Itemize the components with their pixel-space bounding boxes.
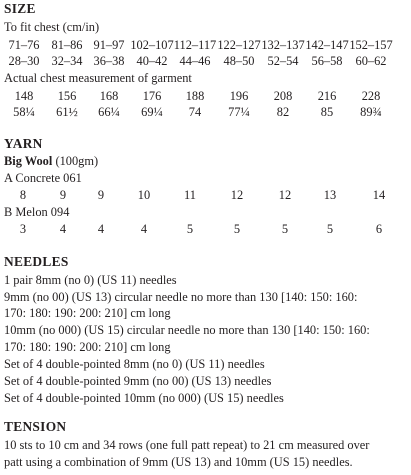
size-in-cell: 44–46 xyxy=(179,54,211,68)
yarn-b-cell: 4 xyxy=(97,222,105,236)
actual-in-cell: 74 xyxy=(188,105,202,119)
yarn-b-cell: 6 xyxy=(375,222,383,236)
fit-chest-label: To fit chest (cm/in) xyxy=(4,20,100,34)
yarn-a-cell: 12 xyxy=(278,188,292,202)
size-cm-cell: 142–147 xyxy=(305,38,349,52)
yarn-a-cell: 13 xyxy=(323,188,337,202)
actual-cm-cell: 208 xyxy=(273,89,293,103)
yarn-b-cell: 5 xyxy=(326,222,334,236)
actual-cm-cell: 148 xyxy=(14,89,34,103)
size-cm-cell: 152–157 xyxy=(349,38,393,52)
yarn-b-cell: 4 xyxy=(59,222,67,236)
actual-in-cell: 89¾ xyxy=(360,105,382,119)
tension-heading: TENSION xyxy=(4,419,67,434)
size-in-cell: 28–30 xyxy=(8,54,40,68)
yarn-a-cell: 11 xyxy=(184,188,196,202)
needles-line: 1 pair 8mm (no 0) (US 11) needles xyxy=(4,273,177,287)
yarn-a-label: A Concrete 061 xyxy=(4,171,82,185)
actual-in-cell: 85 xyxy=(320,105,334,119)
yarn-b-cell: 5 xyxy=(233,222,241,236)
size-cm-row xyxy=(0,38,411,52)
yarn-weight: (100gm) xyxy=(55,154,99,168)
size-in-cell: 60–62 xyxy=(355,54,387,68)
yarn-a-row xyxy=(0,188,411,202)
size-in-cell: 32–34 xyxy=(51,54,83,68)
needles-line: Set of 4 double-pointed 9mm (no 00) (US 13) needles xyxy=(4,374,272,388)
actual-cm-row xyxy=(0,89,411,103)
size-in-row xyxy=(0,54,411,68)
actual-cm-cell: 216 xyxy=(317,89,337,103)
yarn-b-cell: 4 xyxy=(140,222,148,236)
size-in-cell: 56–58 xyxy=(311,54,343,68)
yarn-b-label: B Melon 094 xyxy=(4,205,70,219)
size-cm-cell: 91–97 xyxy=(93,38,125,52)
yarn-a-cell: 10 xyxy=(137,188,151,202)
actual-cm-cell: 176 xyxy=(142,89,162,103)
yarn-a-cell: 12 xyxy=(230,188,244,202)
actual-in-cell: 58¼ xyxy=(13,105,35,119)
size-in-cell: 40–42 xyxy=(136,54,168,68)
yarn-a-cell: 9 xyxy=(59,188,67,202)
yarn-heading: YARN xyxy=(4,136,43,151)
yarn-name: Big Wool xyxy=(4,154,53,168)
actual-in-row xyxy=(0,105,411,119)
yarn-b-cell: 5 xyxy=(281,222,289,236)
yarn-b-cell: 5 xyxy=(186,222,194,236)
size-cm-cell: 71–76 xyxy=(8,38,40,52)
needles-line: Set of 4 double-pointed 8mm (no 0) (US 11) needles xyxy=(4,357,265,371)
actual-in-cell: 61½ xyxy=(56,105,78,119)
tension-line: patt using a combination of 9mm (US 13) and 10mm (US 15) needles. xyxy=(4,455,353,469)
actual-cm-cell: 228 xyxy=(361,89,381,103)
size-cm-cell: 132–137 xyxy=(261,38,305,52)
actual-in-cell: 82 xyxy=(276,105,290,119)
needles-line: 170: 180: 190: 200: 210] cm long xyxy=(4,306,171,320)
needles-line: 10mm (no 000) (US 15) circular needle no more than 130 [140: 150: 160: xyxy=(4,323,370,337)
actual-cm-cell: 188 xyxy=(185,89,205,103)
actual-cm-cell: 168 xyxy=(99,89,119,103)
needles-line: Set of 4 double-pointed 10mm (no 000) (US 15) needles xyxy=(4,391,284,405)
size-heading: SIZE xyxy=(4,1,36,16)
actual-chest-label: Actual chest measurement of garment xyxy=(4,71,192,85)
actual-in-cell: 69¼ xyxy=(141,105,163,119)
size-cm-cell: 112–117 xyxy=(173,38,217,52)
yarn-a-cell: 9 xyxy=(97,188,105,202)
actual-in-cell: 66¼ xyxy=(98,105,120,119)
yarn-b-cell: 3 xyxy=(19,222,27,236)
needles-line: 170: 180: 190: 200: 210] cm long xyxy=(4,340,171,354)
size-in-cell: 48–50 xyxy=(223,54,255,68)
size-cm-cell: 81–86 xyxy=(51,38,83,52)
size-in-cell: 36–38 xyxy=(93,54,125,68)
actual-in-cell: 77¼ xyxy=(228,105,250,119)
actual-cm-cell: 156 xyxy=(57,89,77,103)
size-in-cell: 52–54 xyxy=(267,54,299,68)
size-cm-cell: 102–107 xyxy=(130,38,174,52)
yarn-b-row xyxy=(0,222,411,236)
actual-cm-cell: 196 xyxy=(229,89,249,103)
needles-heading: NEEDLES xyxy=(4,254,69,269)
yarn-name-line xyxy=(4,154,98,168)
yarn-a-cell: 14 xyxy=(372,188,386,202)
needles-line: 9mm (no 00) (US 13) circular needle no more than 130 [140: 150: 160: xyxy=(4,290,358,304)
tension-line: 10 sts to 10 cm and 34 rows (one full patt repeat) to 21 cm measured over xyxy=(4,438,370,452)
size-cm-cell: 122–127 xyxy=(217,38,261,52)
yarn-a-cell: 8 xyxy=(19,188,27,202)
